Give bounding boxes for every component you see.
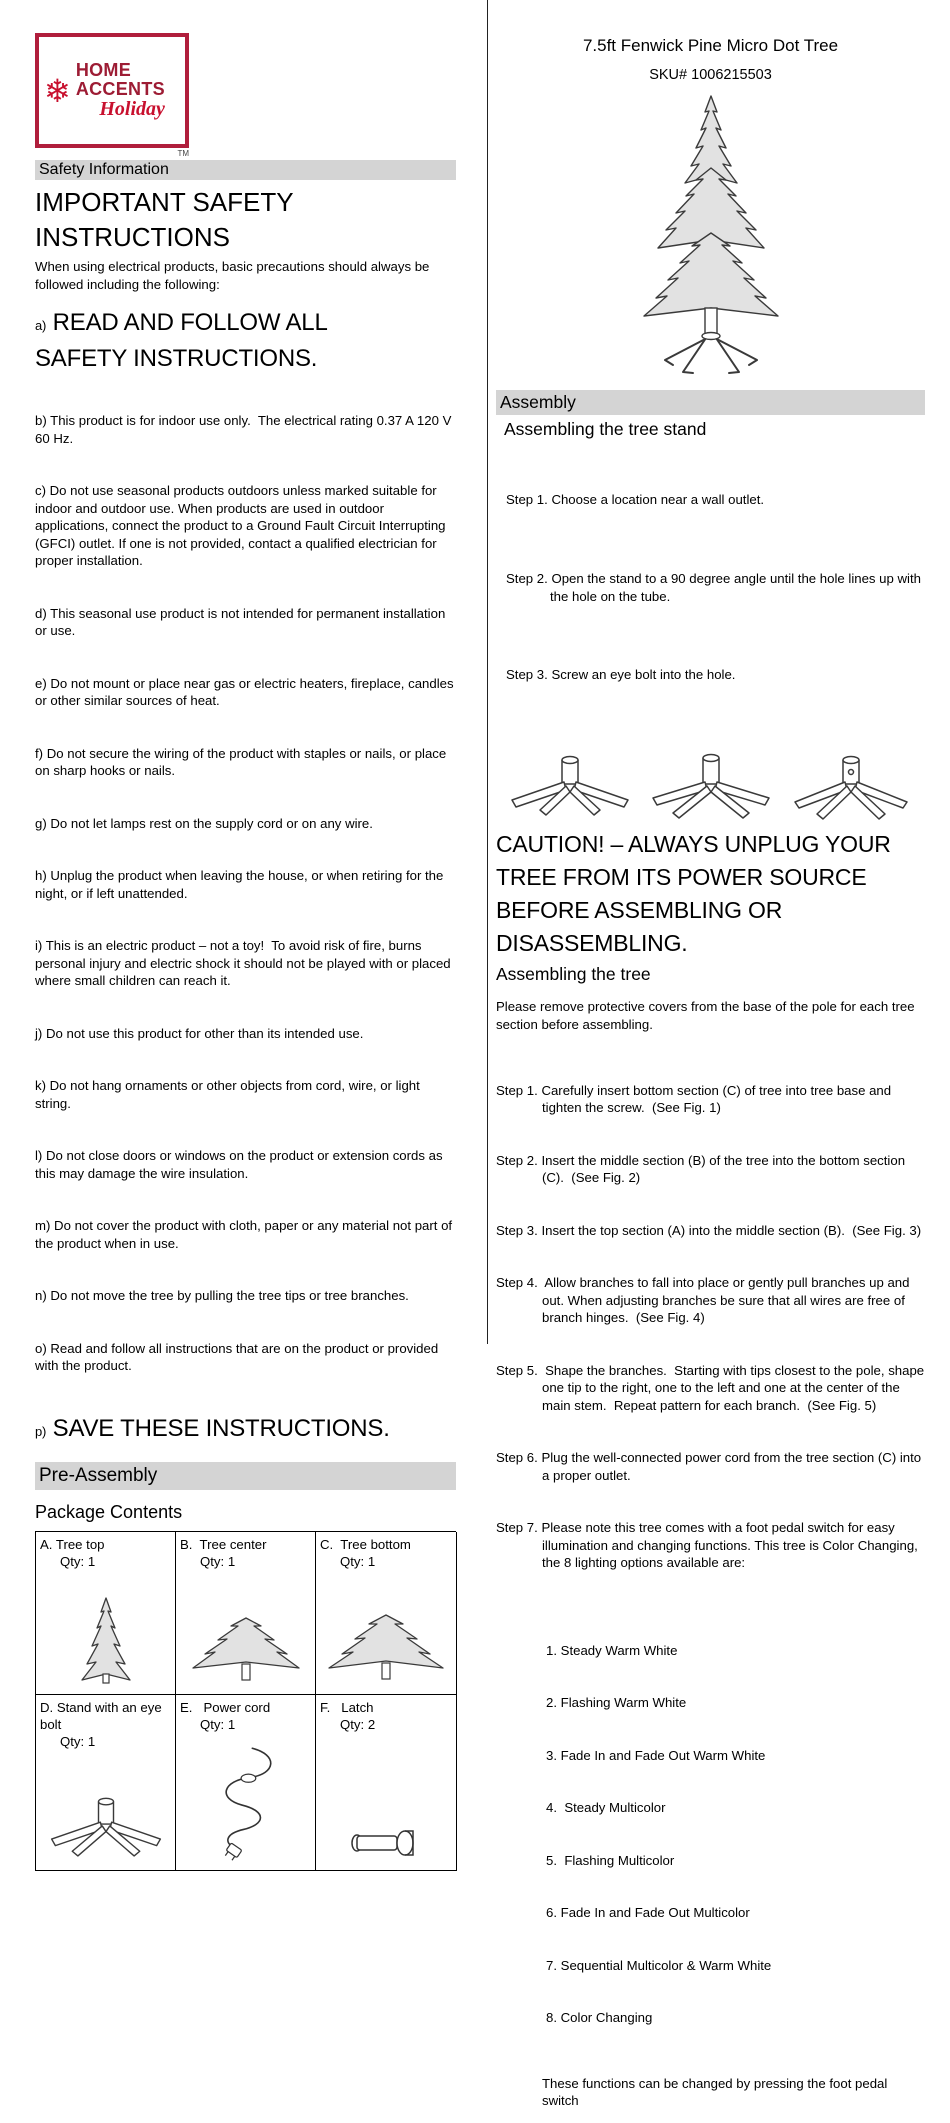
- stand-step: Step 2. Open the stand to a 90 degree angle until the hole lines up with the hole on the tube.: [506, 571, 925, 604]
- trademark-label: TM: [177, 149, 189, 158]
- tree-center-illustration: [188, 1612, 304, 1686]
- safety-intro: When using electrical products, basic precautions should always be followed including the following:: [35, 259, 434, 292]
- package-cell-latch: [316, 1695, 457, 1871]
- safety-item-a: [35, 306, 393, 375]
- safety-item: c) Do not use seasonal products outdoors unless marked suitable for indoor and outdoor use. When products are used in outdoor applications, connect the product to a Ground Fault Circuit Interrupting (GFCI) outlet. If one is not provided, contact a qualified electrician for proper installation.: [35, 483, 450, 569]
- tree-step: Step 6. Plug the well-connected power cord from the tree section (C) into a proper outlet.: [496, 1450, 925, 1483]
- safety-item: n) Do not move the tree by pulling the tree tips or tree branches.: [35, 1288, 409, 1304]
- safety-item: e) Do not mount or place near gas or electric heaters, fireplace, candles or other similar sources of heat.: [35, 675, 458, 709]
- package-item-label: A. Tree top: [40, 1536, 105, 1552]
- item-a-text: READ AND FOLLOW ALL SAFETY INSTRUCTIONS.: [35, 309, 327, 373]
- lighting-option: 5. Flashing Multicolor: [546, 1852, 675, 1868]
- left-column: [35, 0, 456, 1871]
- product-title: 7.5ft Fenwick Pine Micro Dot Tree: [582, 36, 839, 55]
- tree-assembly-intro: Please remove protective covers from the base of the pole for each tree section before assembling.: [496, 999, 919, 1032]
- safety-item: l) Do not close doors or windows on the product or extension cords as this may damage the wire insulation.: [35, 1148, 447, 1181]
- item-a-prefix: a): [35, 318, 47, 334]
- safety-item: o) Read and follow all instructions that are on the product or provided with the product.: [35, 1340, 442, 1374]
- safety-item: d) This seasonal use product is not intended for permanent installation or use.: [35, 605, 449, 639]
- latch-illustration: [343, 1824, 429, 1862]
- pre-assembly-header: Pre-Assembly: [35, 1462, 456, 1490]
- safety-item: g) Do not let lamps rest on the supply cord or on any wire.: [35, 815, 373, 831]
- assembly-header: Assembly: [496, 390, 925, 415]
- safety-information-header: Safety Information: [35, 160, 456, 180]
- lighting-option: 2. Flashing Warm White: [546, 1695, 687, 1710]
- package-item-label: E. Power cord: [180, 1699, 271, 1715]
- important-safety-title: IMPORTANT SAFETY INSTRUCTIONS: [35, 187, 294, 252]
- tree-bottom-illustration: [324, 1610, 448, 1686]
- tree-step: Step 2. Insert the middle section (B) of the tree into the bottom section (C). (See Fig. 2): [496, 1152, 909, 1185]
- tree-steps-list: [496, 1047, 928, 1607]
- stand-illustration: [46, 1788, 166, 1862]
- tree-illustration: [603, 88, 819, 380]
- tree-step: Step 5. Shape the branches. Starting with tips closest to the pole, shape one tip to the right, one to the left and one at the center of the main stem. Repeat pattern for each branch. (See Fig. 5): [496, 1362, 928, 1413]
- right-column: [496, 0, 928, 2123]
- logo-text: [76, 61, 165, 119]
- tree-top-illustration: [67, 1594, 145, 1686]
- lighting-option: 1. Steady Warm White: [546, 1642, 678, 1658]
- safety-item: b) This product is for indoor use only. The electrical rating 0.37 A 120 V 60 Hz.: [35, 413, 456, 446]
- package-item-label: F. Latch: [320, 1699, 374, 1715]
- home-accents-logo: [35, 33, 189, 158]
- column-divider: [487, 0, 488, 1344]
- package-item-qty: Qty: 1: [60, 1553, 96, 1569]
- item-p-prefix: p): [35, 1423, 47, 1439]
- safety-item-p: [35, 1412, 456, 1448]
- lighting-footer: These functions can be changed by pressing the foot pedal switch: [542, 2075, 891, 2109]
- stand-step: Step 1. Choose a location near a wall outlet.: [506, 492, 765, 508]
- stand-step3-illustration: [787, 750, 915, 820]
- package-item-qty: Qty: 1: [200, 1716, 236, 1732]
- package-item-qty: Qty: 1: [200, 1553, 236, 1569]
- package-item-qty: Qty: 1: [340, 1553, 376, 1569]
- caution-text: CAUTION! – ALWAYS UNPLUG YOUR TREE FROM ITS POWER SOURCE BEFORE ASSEMBLING OR DISASSEMBLING.: [496, 831, 891, 957]
- package-item-qty: Qty: 1: [60, 1733, 96, 1749]
- package-cell-power-cord: [176, 1695, 316, 1871]
- stand-step1-illustration: [506, 750, 634, 820]
- tree-section-title: Assembling the tree: [496, 964, 651, 985]
- lighting-option: 3. Fade In and Fade Out Warm White: [546, 1747, 766, 1763]
- safety-item: h) Unplug the product when leaving the house, or when retiring for the night, or if left unattended.: [35, 868, 448, 901]
- lighting-option: 7. Sequential Multicolor & Warm White: [546, 1957, 772, 1973]
- stand-section-title: Assembling the tree stand: [504, 419, 707, 439]
- safety-items-list: [35, 377, 456, 1410]
- package-item-label: B. Tree center: [180, 1536, 267, 1552]
- safety-item: f) Do not secure the wiring of the product with staples or nails, or place on sharp hooks or nails.: [35, 745, 450, 779]
- package-contents-title: Package Contents: [35, 1501, 183, 1522]
- logo-accents: ACCENTS: [75, 78, 165, 99]
- product-sku: SKU# 1006215503: [649, 67, 772, 83]
- package-cell-tree-top: [36, 1532, 176, 1695]
- package-cell-tree-bottom: [316, 1532, 457, 1695]
- stand-step2-illustration: [647, 750, 775, 820]
- safety-item: k) Do not hang ornaments or other objects from cord, wire, or light string.: [35, 1078, 424, 1111]
- stand-step: Step 3. Screw an eye bolt into the hole.: [506, 667, 736, 683]
- power-cord-illustration: [192, 1740, 300, 1862]
- package-cell-stand: [36, 1695, 176, 1871]
- safety-item: i) This is an electric product – not a toy! To avoid risk of fire, burns personal injury and electric shock it should not be played with or placed where small children can reach it.: [35, 938, 455, 989]
- package-item-label: D. Stand with an eye bolt: [40, 1699, 166, 1732]
- snowflake-icon: ❄: [44, 72, 71, 109]
- stand-steps-list: [496, 443, 925, 732]
- package-contents-table: [35, 1531, 456, 1871]
- stand-assembly-figures: [506, 750, 915, 820]
- tree-step: Step 1. Carefully insert bottom section (C) of tree into tree base and tighten the screw. (See Fig. 1): [496, 1082, 895, 1115]
- lighting-option: 6. Fade In and Fade Out Multicolor: [546, 1905, 750, 1920]
- item-p-text: SAVE THESE INSTRUCTIONS.: [52, 1414, 390, 1442]
- package-cell-tree-center: [176, 1532, 316, 1695]
- safety-item: m) Do not cover the product with cloth, paper or any material not part of the product when in use.: [35, 1218, 456, 1251]
- safety-item: j) Do not use this product for other than its intended use.: [35, 1025, 364, 1041]
- package-item-qty: Qty: 2: [340, 1716, 376, 1732]
- tree-step: Step 3. Insert the top section (A) into the middle section (B). (See Fig. 3): [496, 1222, 922, 1238]
- logo-home: HOME: [75, 60, 132, 81]
- package-item-label: C. Tree bottom: [320, 1536, 411, 1552]
- lighting-option: 8. Color Changing: [546, 2010, 653, 2025]
- tree-step: Step 4. Allow branches to fall into place or gently pull branches up and out. When adjusting branches be sure that all wires are free of branch hinges. (See Fig. 4): [496, 1275, 914, 1325]
- logo-holiday: Holiday: [99, 98, 165, 121]
- tree-step: Step 7. Please note this tree comes with a foot pedal switch for easy illumination and changing functions. This tree is Color Changing, the 8 lighting options available are:: [496, 1520, 922, 1570]
- lighting-option: 4. Steady Multicolor: [546, 1800, 666, 1815]
- lighting-options-list: [496, 1607, 925, 2062]
